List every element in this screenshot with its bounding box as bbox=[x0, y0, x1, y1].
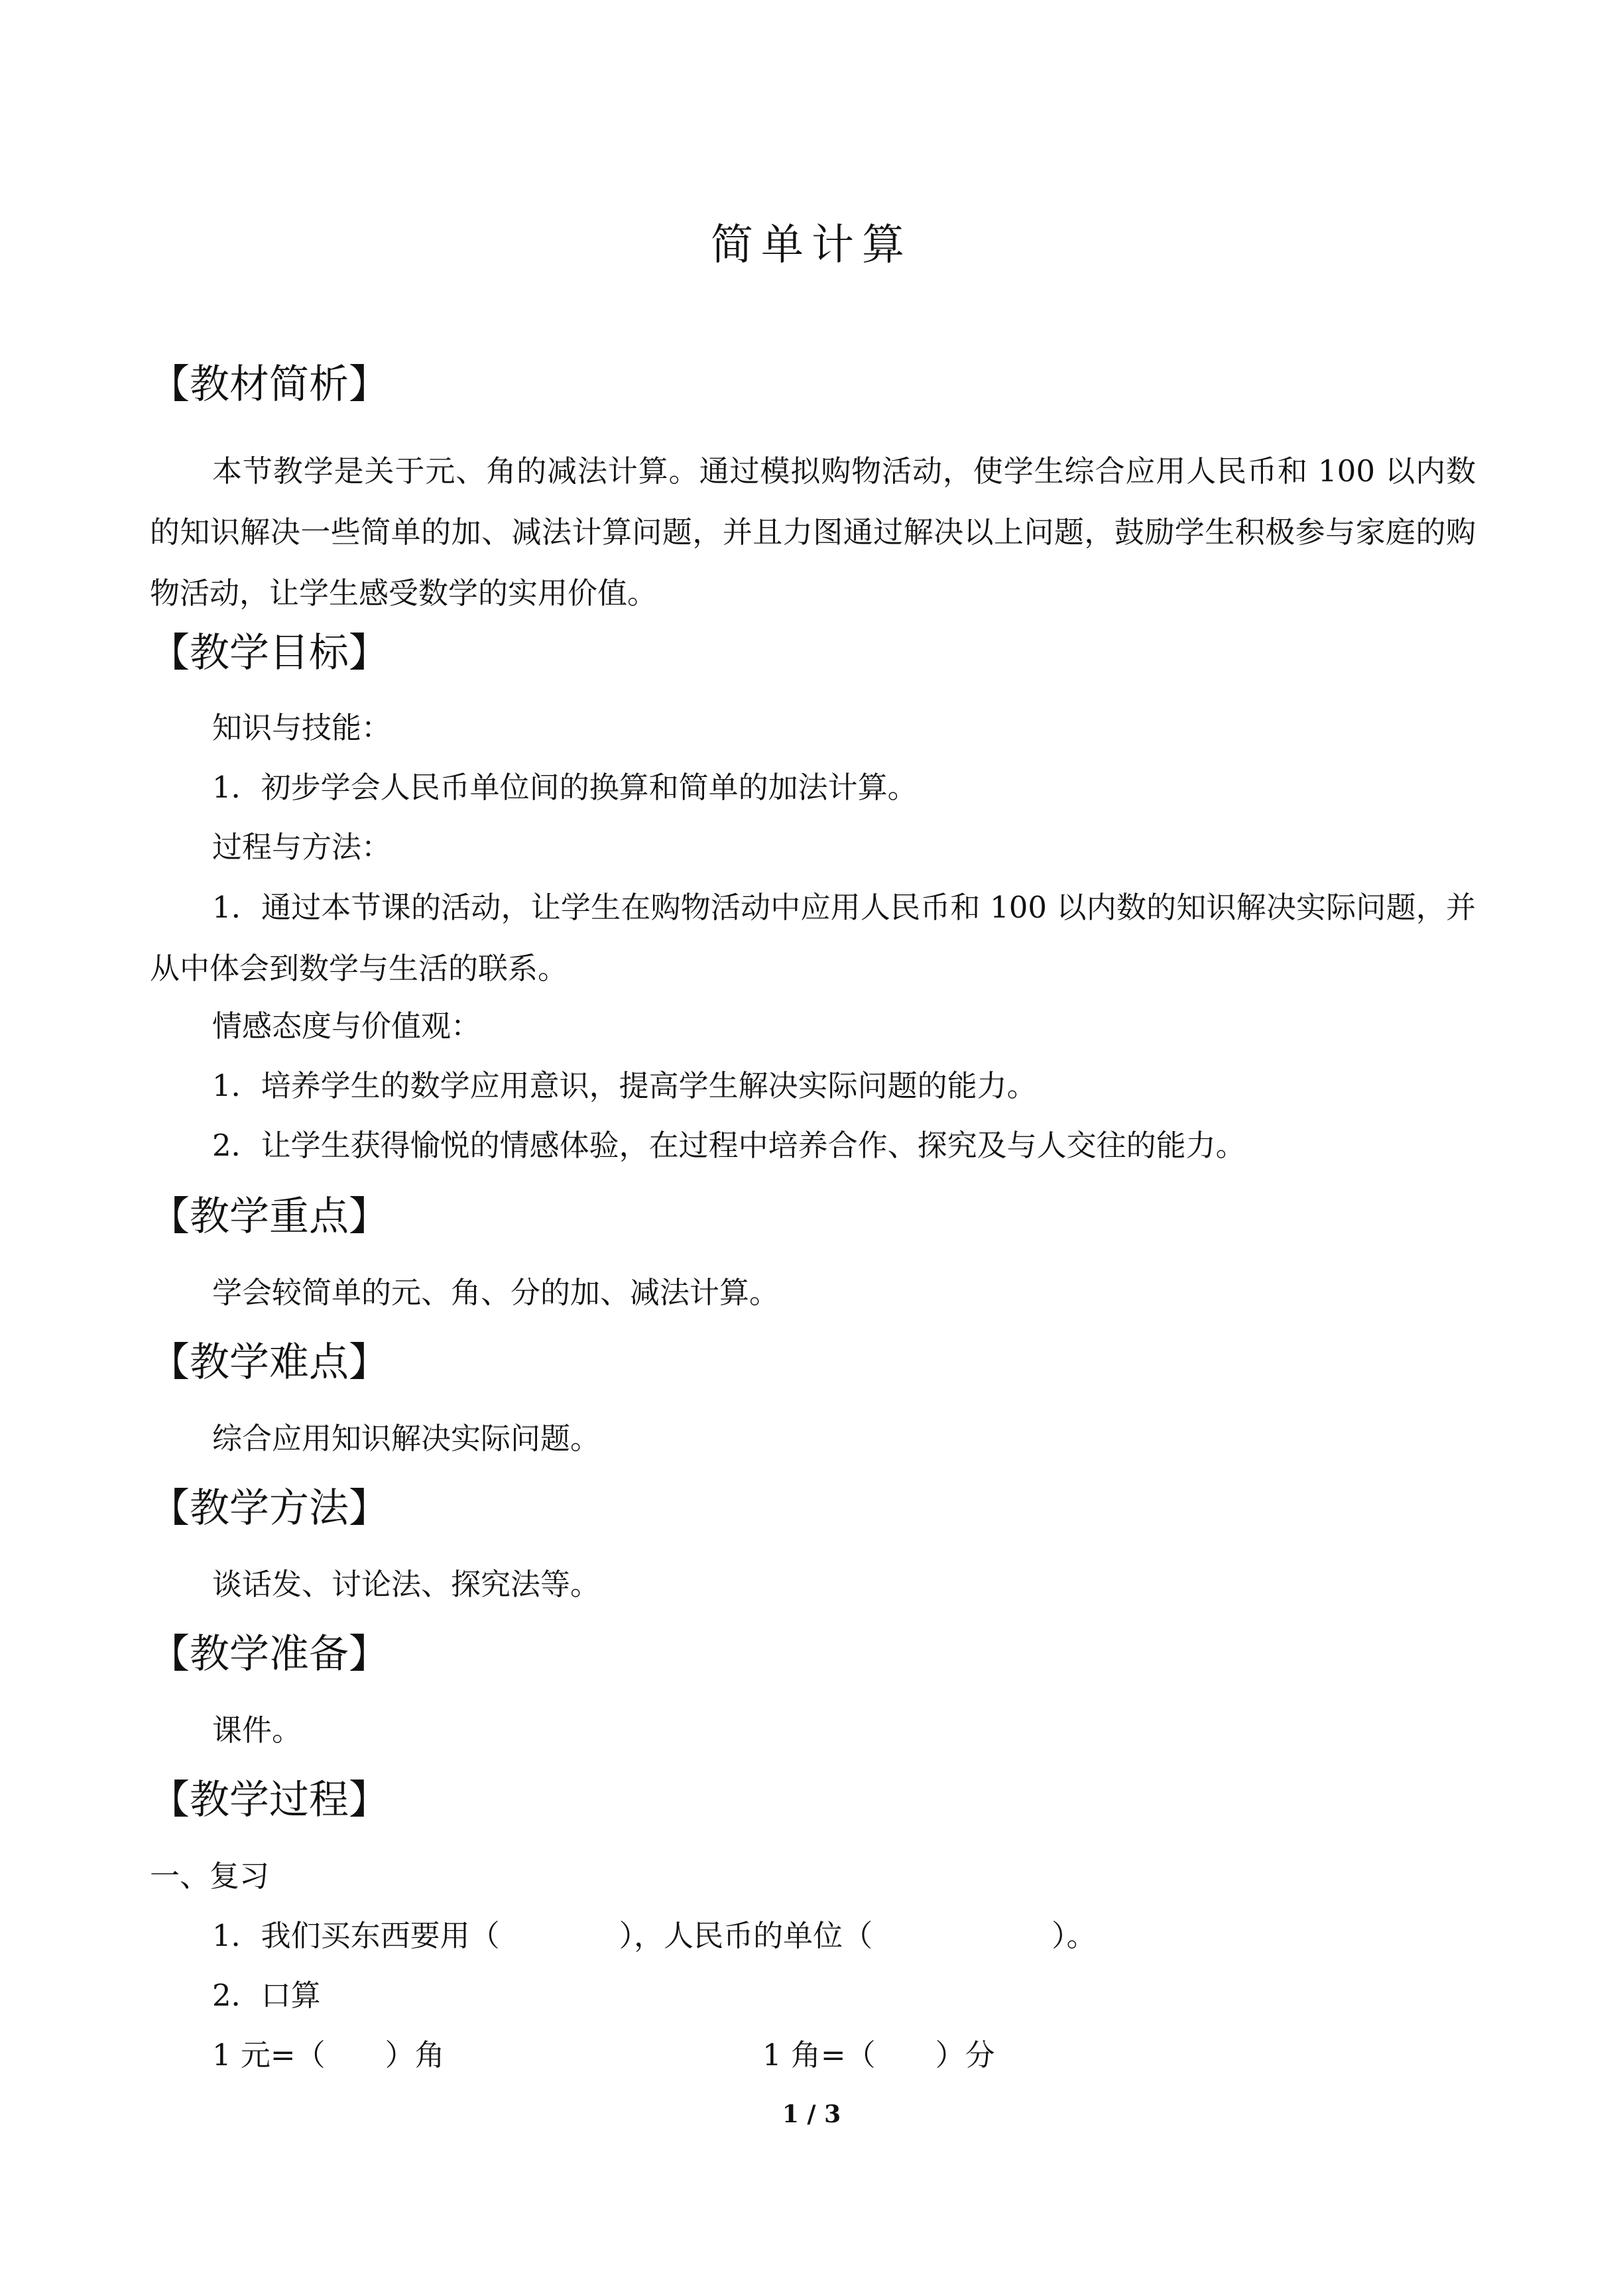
goals-knowledge-label: 知识与技能： bbox=[212, 710, 392, 745]
heading-difficulties: 【教学难点】 bbox=[150, 1339, 389, 1386]
preparation-text: 课件。 bbox=[212, 1713, 302, 1748]
process-review-item-2: 2．口算 bbox=[212, 1978, 321, 2013]
page-title: 简单计算 bbox=[711, 221, 912, 270]
page-number: 1 / 3 bbox=[782, 2100, 841, 2128]
process-review-item-1: 1．我们买东西要用（ ），人民币的单位（ ）。 bbox=[212, 1918, 1097, 1953]
heading-process: 【教学过程】 bbox=[150, 1777, 389, 1823]
heading-methods: 【教学方法】 bbox=[150, 1485, 389, 1532]
heading-preparation: 【教学准备】 bbox=[150, 1631, 389, 1677]
process-calc-jiao-fen: 1 角=（ ）分 bbox=[762, 2037, 995, 2073]
process-calc-yuan-jiao: 1 元=（ ）角 bbox=[212, 2037, 445, 2073]
goals-emotion-item-2: 2．让学生获得愉悦的情感体验，在过程中培养合作、探究及与人交往的能力。 bbox=[212, 1128, 1246, 1163]
goals-emotion-label: 情感态度与价值观： bbox=[212, 1008, 481, 1044]
key-points-text: 学会较简单的元、角、分的加、减法计算。 bbox=[212, 1275, 780, 1310]
goals-process-item-1: 1．通过本节课的活动，让学生在购物活动中应用人民币和 100 以内数的知识解决实际问题，并从中体会到数学与生活的联系。 bbox=[150, 890, 1476, 986]
heading-analysis: 【教材简析】 bbox=[150, 361, 389, 408]
goals-emotion-item-1: 1．培养学生的数学应用意识，提高学生解决实际问题的能力。 bbox=[212, 1068, 1037, 1103]
paragraph-analysis: 本节教学是关于元、角的减法计算。通过模拟购物活动，使学生综合应用人民币和 100 以内数的知识解决一些简单的加、减法计算问题，并且力图通过解决以上问题，鼓励学生积极参与家庭的购物活动，让学生感受数学的实用价值。 bbox=[150, 453, 1476, 611]
heading-goals: 【教学目标】 bbox=[150, 630, 389, 676]
goals-process-label: 过程与方法： bbox=[212, 829, 392, 865]
goals-knowledge-item-1: 1．初步学会人民币单位间的换算和简单的加法计算。 bbox=[212, 770, 918, 805]
heading-key-points: 【教学重点】 bbox=[150, 1193, 389, 1240]
difficulties-text: 综合应用知识解决实际问题。 bbox=[212, 1421, 601, 1456]
methods-text: 谈话发、讨论法、探究法等。 bbox=[212, 1567, 601, 1602]
process-review-title: 一、复习 bbox=[150, 1858, 270, 1894]
